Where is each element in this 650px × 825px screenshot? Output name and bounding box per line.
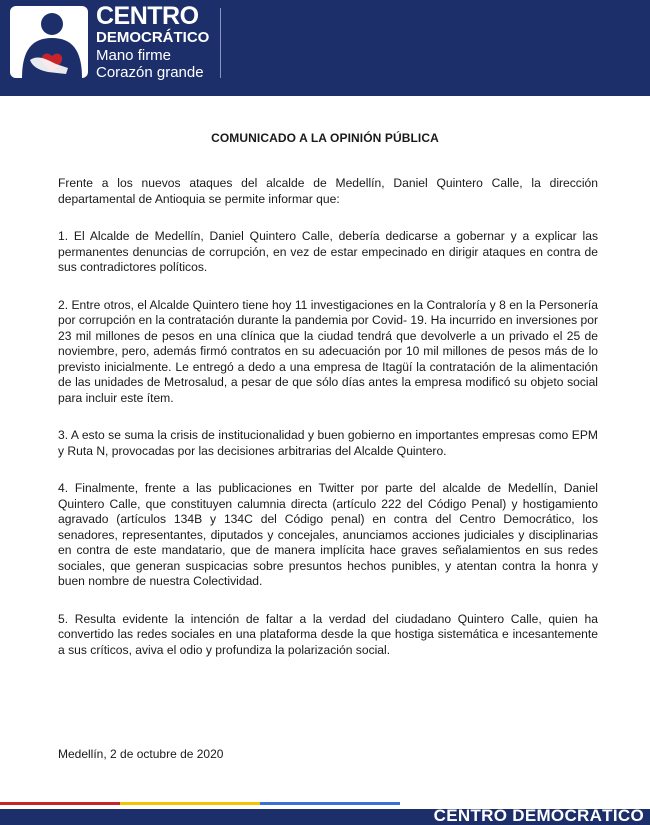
- point-3-paragraph: 3. A esto se suma la crisis de institucionalidad y buen gobierno en importantes empresas como EPM y Ruta N, provocadas por las decisiones arbitrarias del Alcalde Quintero.: [58, 428, 598, 458]
- point-2-paragraph: 2. Entre otros, el Alcalde Quintero tiene hoy 11 investigaciones en la Contraloría y 8 en la Personería por corrupción en la contratación durante la pandemia por Covid- 19. Ha incurrido en inversiones por 23 mil millones de pesos en una clínica que la ciudad tendrá que devolverle a un privado el 25 de noviembre, pero, además firmó contratos en su adecuación por 10 mil millones de pesos más de lo previsto inicialmente. Le entregó a dedo a una empresa de Itagüí la contratación de la alimentación de las unidades de Metrosalud, a pesar de que sólo días antes la empresa modificó su objeto social para incluir este ítem.: [58, 297, 598, 405]
- brand-name: CENTRO: [96, 2, 199, 30]
- header-divider: [220, 8, 221, 78]
- intro-paragraph: Frente a los nuevos ataques del alcalde de Medellín, Daniel Quintero Calle, la dirección departamental de Antioquia se permite informar que:: [58, 176, 598, 206]
- point-1-paragraph: 1. El Alcalde de Medellín, Daniel Quintero Calle, debería dedicarse a gobernar y a explicar las permanentes denuncias de corrupción, en vez de estar empecinado en dirigir ataques en contra de sus contradictores políticos.: [58, 229, 598, 274]
- letterhead-banner: [0, 0, 650, 96]
- footer-brand: CENTRO DEMOCRÁTICO: [433, 806, 644, 825]
- footer-stripe-red: [0, 802, 120, 805]
- signature-date: Medellín, 2 de octubre de 2020: [58, 747, 224, 761]
- footer-stripe-yellow: [120, 802, 260, 805]
- point-4-paragraph: 4. Finalmente, frente a las publicaciones en Twitter por parte del alcalde de Medellín, Daniel Quintero Calle, que constituyen calumnia directa (artículo 222 del Código Penal) y hostigamiento agravado (artículos 134B y 134C del Código penal) en contra del Centro Democrático, los senadores, representantes, diputados y concejales, anunciamos acciones judiciales y disciplinarias en contra de este mandatario, que de manera implícita hace graves señalamientos en sus redes sociales, que generan suspicacias sobre presuntos hechos punibles, y atentan contra la honra y buen nombre de nuestra Colectividad.: [58, 481, 598, 588]
- document-title: COMUNICADO A LA OPINIÓN PÚBLICA: [211, 131, 439, 145]
- point-5-paragraph: 5. Resulta evidente la intención de faltar a la verdad del ciudadano Quintero Calle, quien ha convertido las redes sociales en una plataforma desde la que hostiga sistemática e incesantemente a sus críticos, aviva el odio y profundiza la polarización social.: [58, 611, 598, 657]
- party-logo-icon: [8, 4, 90, 80]
- brand-block: [96, 4, 209, 80]
- footer-stripe-blue: [260, 802, 400, 805]
- slogan-line-2: Corazón grande: [96, 64, 204, 81]
- brand-sub: DEMOCRÁTICO: [96, 29, 210, 46]
- slogan-line-1: Mano firme: [96, 47, 172, 64]
- document-body: [58, 176, 598, 658]
